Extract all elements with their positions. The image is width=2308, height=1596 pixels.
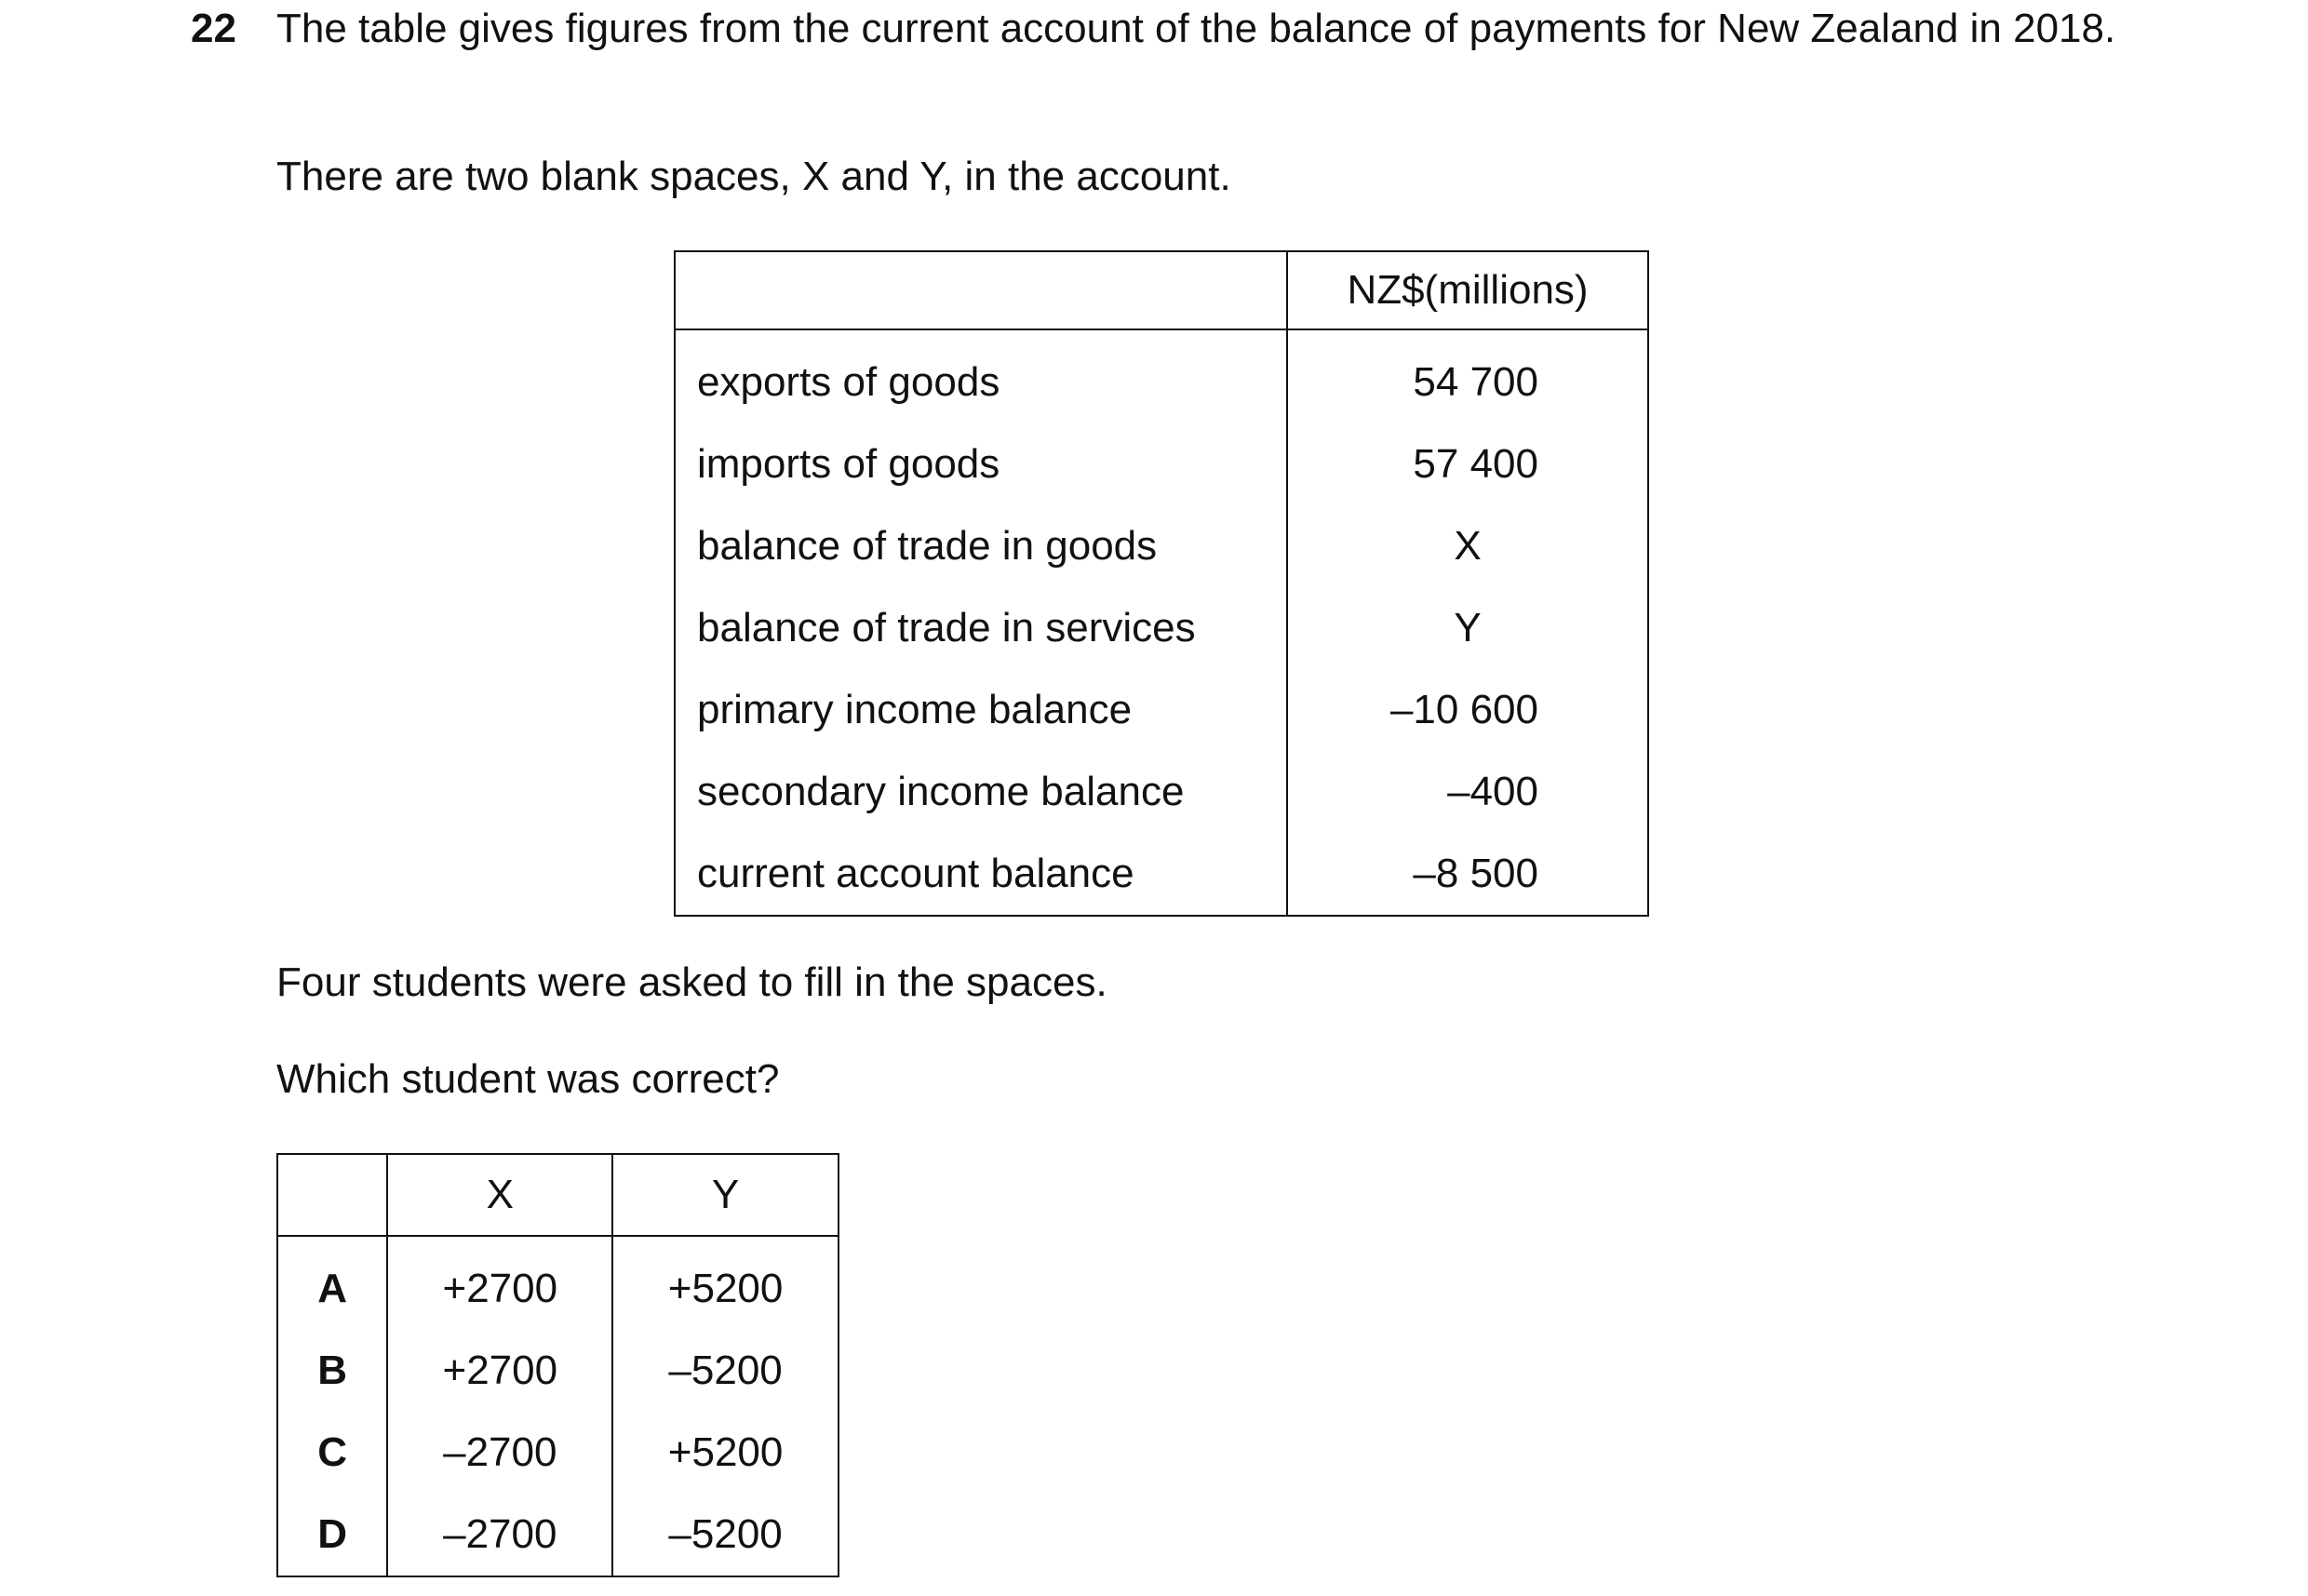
options-header-x: X	[387, 1154, 612, 1236]
question-intro: The table gives figures from the current account of the balance of payments for New Zealand in 2018.	[276, 6, 2116, 51]
options-header-row	[277, 1154, 839, 1236]
account-row-label: balance of trade in goods	[697, 523, 1158, 569]
account-row	[675, 669, 1648, 751]
account-row-value-blank-x: X	[1287, 505, 1648, 587]
answer-options-table	[276, 1153, 839, 1577]
question-number: 22	[191, 6, 236, 51]
account-header-label	[675, 251, 1287, 329]
option-row-a[interactable]	[277, 1236, 839, 1330]
option-y-value: +5200	[612, 1412, 839, 1494]
account-row	[675, 751, 1648, 833]
option-x-value: –2700	[387, 1412, 612, 1494]
account-row	[675, 329, 1648, 423]
option-x-value: +2700	[387, 1236, 612, 1330]
option-x-value: +2700	[387, 1330, 612, 1412]
option-y-value: +5200	[612, 1236, 839, 1330]
option-y-value: –5200	[612, 1330, 839, 1412]
option-row-b[interactable]	[277, 1330, 839, 1412]
account-row-value-blank-y: Y	[1287, 587, 1648, 669]
current-account-table	[674, 250, 1649, 917]
account-row-value: –8 500	[1287, 833, 1648, 916]
account-row-value: 57 400	[1287, 423, 1648, 505]
account-header-row	[675, 251, 1648, 329]
account-row	[675, 833, 1648, 916]
account-row-label: secondary income balance	[697, 769, 1185, 814]
question-prompt: Which student was correct?	[276, 1056, 780, 1102]
account-row-label: balance of trade in services	[697, 605, 1196, 650]
account-row-label: primary income balance	[697, 687, 1133, 732]
account-row-value: 54 700	[1287, 329, 1648, 423]
account-row-value: –400	[1287, 751, 1648, 833]
account-row	[675, 505, 1648, 587]
option-letter[interactable]: B	[317, 1348, 348, 1393]
account-row	[675, 587, 1648, 669]
option-letter[interactable]: D	[317, 1511, 348, 1557]
option-x-value: –2700	[387, 1494, 612, 1576]
account-row-value: –10 600	[1287, 669, 1648, 751]
option-row-d[interactable]	[277, 1494, 839, 1576]
account-row-label: imports of goods	[697, 441, 1000, 487]
account-row-label: current account balance	[697, 851, 1134, 896]
options-header-blank	[277, 1154, 387, 1236]
account-row	[675, 423, 1648, 505]
account-row-label: exports of goods	[697, 359, 1000, 405]
option-letter[interactable]: C	[317, 1429, 348, 1475]
blanks-note: There are two blank spaces, X and Y, in the account.	[276, 154, 1231, 199]
option-row-c[interactable]	[277, 1412, 839, 1494]
option-y-value: –5200	[612, 1494, 839, 1576]
option-letter[interactable]: A	[317, 1266, 348, 1311]
account-header-unit: NZ$(millions)	[1287, 251, 1648, 329]
options-header-y: Y	[612, 1154, 839, 1236]
students-note: Four students were asked to fill in the spaces.	[276, 959, 1107, 1005]
